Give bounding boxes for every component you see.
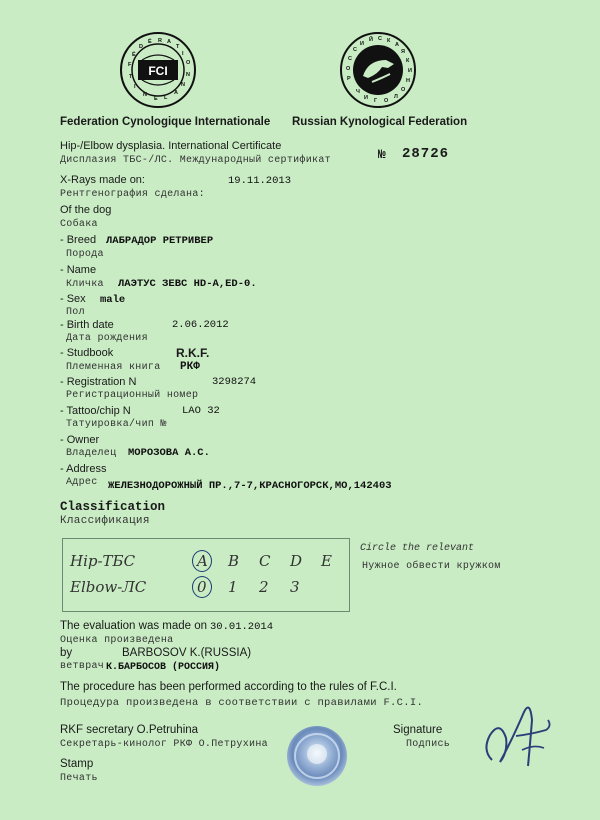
rkf-logo — [338, 30, 418, 110]
svg-text:Ч: Ч — [356, 89, 360, 95]
elbow-selected-circle — [192, 576, 212, 598]
xrays-value: 19.11.2013 — [228, 175, 292, 187]
hip-option-b: B — [228, 552, 240, 570]
svg-text:К: К — [406, 58, 410, 64]
xrays-label: X-Rays made on: — [60, 174, 145, 186]
by-label-ru: ветврач — [60, 661, 105, 672]
stamp-label: Stamp — [60, 758, 94, 770]
sex-label-ru: Пол — [66, 307, 85, 318]
svg-text:O: O — [186, 60, 191, 66]
vet-name-ru: К.БАРБОСОВ (РОССИЯ) — [106, 662, 221, 673]
owner-label: - Owner — [60, 434, 100, 446]
name-label: - Name — [60, 264, 97, 276]
sex-label: - Sex — [60, 293, 86, 305]
svg-text:T: T — [129, 74, 133, 80]
svg-text:I: I — [134, 84, 136, 90]
svg-text:Р: Р — [347, 76, 351, 82]
secretary-label-ru: Секретарь-кинолог РКФ О.Петрухина — [60, 739, 268, 750]
birth-value: 2.06.2012 — [172, 319, 229, 331]
secretary-label: RKF secretary O.Petruhina — [60, 724, 199, 736]
circle-note-ru: Нужное обвести кружком — [362, 561, 501, 572]
breed-value: ЛАБРАДОР РЕТРИВЕР — [106, 235, 214, 247]
birth-label: - Birth date — [60, 319, 114, 331]
certificate-number: 28726 — [402, 146, 450, 162]
svg-text:A: A — [174, 90, 178, 96]
hologram-stamp — [285, 724, 349, 788]
certificate-number-prefix: № — [378, 147, 386, 162]
tattoo-label-ru: Татуировка/чип № — [66, 419, 167, 430]
svg-text:T: T — [176, 44, 180, 50]
svg-text:D: D — [139, 44, 143, 50]
dog-label: Of the dog — [60, 204, 112, 216]
classification-heading: Classification — [60, 500, 166, 514]
certificate-title-ru: Дисплазия ТБС-/ЛС. Международный сертификат — [60, 155, 331, 166]
hip-selected-circle — [192, 550, 212, 572]
svg-text:N: N — [143, 92, 147, 98]
hip-option-e: E — [321, 552, 332, 570]
svg-text:F: F — [128, 62, 132, 68]
svg-text:N: N — [181, 82, 185, 88]
classification-box — [62, 538, 350, 612]
rkf-org-name: Russian Kynological Federation — [292, 116, 468, 128]
svg-text:Я: Я — [401, 49, 405, 55]
elbow-option-3: 3 — [290, 578, 300, 596]
address-value: ЖЕЛЕЗНОДОРОЖНЫЙ ПР.,7-7,КРАСНОГОРСК,МО,142403 — [108, 480, 392, 492]
studbook-value-en: R.K.F. — [176, 346, 210, 360]
circle-note: Circle the relevant — [360, 543, 475, 554]
breed-label: - Breed — [60, 234, 97, 246]
signature-label-ru: Подпись — [406, 739, 451, 750]
xrays-label-ru: Рентгенография сделана: — [60, 189, 205, 200]
evaluation-date: 30.01.2014 — [210, 621, 274, 633]
signature-label: Signature — [393, 724, 443, 736]
studbook-value-ru: РКФ — [180, 361, 200, 373]
svg-text:FCI: FCI — [148, 64, 168, 78]
fci-org-name: Federation Cynologique Internationale — [60, 116, 271, 128]
sex-value: male — [100, 294, 126, 306]
svg-text:É: É — [132, 52, 136, 58]
birth-label-ru: Дата рождения — [66, 333, 148, 344]
by-label: by — [60, 647, 73, 659]
registration-label-ru: Регистрационный номер — [66, 390, 199, 401]
svg-text:Г: Г — [374, 98, 378, 104]
signature-mark — [472, 690, 562, 780]
tattoo-value: LAO 32 — [182, 405, 220, 417]
dog-label-ru: Собака — [60, 219, 98, 230]
address-label: - Address — [60, 463, 107, 475]
procedure-text: The procedure has been performed according to the rules of F.C.I. — [60, 681, 397, 693]
svg-text:N: N — [186, 72, 190, 78]
svg-text:I: I — [182, 51, 184, 57]
svg-text:Л: Л — [394, 94, 398, 100]
stamp-label-ru: Печать — [60, 773, 98, 784]
svg-text:L: L — [164, 95, 168, 101]
elbow-option-2: 2 — [259, 578, 269, 596]
evaluation-label: The evaluation was made on — [60, 620, 208, 632]
classification-heading-ru: Классификация — [60, 515, 150, 527]
studbook-label: - Studbook — [60, 347, 114, 359]
svg-text:К: К — [387, 38, 391, 44]
elbow-label: Elbow-ЛС — [70, 578, 147, 596]
hip-label: Hip-ТБС — [70, 552, 136, 570]
registration-value: 3298274 — [212, 376, 257, 388]
elbow-option-0: 0 — [197, 578, 207, 596]
procedure-text-ru: Процедура произведена в соответствии с правилами F.C.I. — [60, 697, 424, 709]
fci-logo — [118, 30, 198, 110]
svg-text:R: R — [158, 38, 162, 44]
elbow-option-1: 1 — [228, 578, 238, 596]
svg-text:А: А — [395, 42, 399, 48]
evaluation-label-ru: Оценка произведена — [60, 635, 174, 646]
owner-label-ru: Владелец — [66, 448, 117, 459]
svg-text:Н: Н — [406, 78, 410, 84]
vet-name: BARBOSOV K.(RUSSIA) — [122, 647, 252, 659]
address-label-ru: Адрес — [66, 477, 98, 488]
hip-option-a: A — [197, 552, 208, 570]
studbook-label-ru: Племенная книга — [66, 362, 161, 373]
registration-label: - Registration N — [60, 376, 137, 388]
breed-label-ru: Порода — [66, 249, 104, 260]
svg-text:И: И — [360, 41, 364, 47]
hip-option-d: D — [290, 552, 303, 570]
tattoo-label: - Tattoo/chip N — [60, 405, 131, 417]
name-label-ru: Кличка — [66, 279, 104, 290]
owner-value: МОРОЗОВА А.С. — [128, 447, 210, 459]
svg-text:О: О — [346, 66, 351, 72]
svg-text:С: С — [378, 36, 382, 42]
svg-text:Й: Й — [369, 37, 373, 43]
svg-text:И: И — [364, 95, 368, 101]
svg-text:A: A — [167, 39, 171, 45]
svg-text:С: С — [353, 47, 357, 53]
certificate-title-en: Hip-/Elbow dysplasia. International Certificate — [60, 140, 282, 152]
svg-text:О: О — [401, 87, 406, 93]
svg-text:И: И — [408, 68, 412, 74]
svg-text:É: É — [148, 39, 152, 45]
hip-option-c: C — [259, 552, 271, 570]
svg-text:E: E — [154, 96, 158, 102]
svg-text:С: С — [348, 56, 352, 62]
svg-text:О: О — [384, 98, 389, 104]
name-value: ЛАЭТУС ЗЕВС HD-A,ED-0. — [118, 278, 257, 290]
